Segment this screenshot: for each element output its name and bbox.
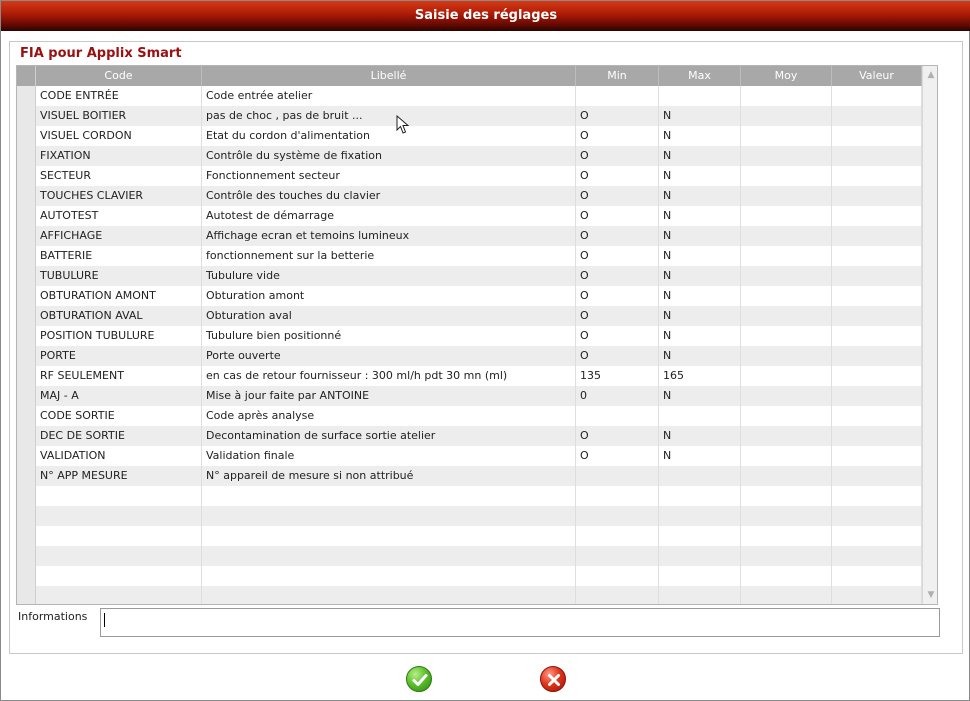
cell-max [659,566,741,586]
cell-valeur[interactable] [832,126,922,146]
cell-valeur[interactable] [832,386,922,406]
cell-libelle [202,546,576,566]
cell-moy[interactable] [741,86,832,106]
cell-moy[interactable] [741,366,832,386]
cell-min [576,86,659,106]
informations-field[interactable] [100,608,940,637]
informations-label: Informations [18,610,88,623]
cell-min: O [576,346,659,366]
cell-max [659,406,741,426]
cell-moy[interactable] [741,546,832,566]
cell-code: OBTURATION AVAL [36,306,202,326]
validate-button[interactable] [406,666,432,692]
row-selector[interactable] [17,446,36,466]
table-row[interactable] [17,486,922,506]
row-selector[interactable] [17,406,36,426]
cell-libelle: Decontamination de surface sortie atelier [202,426,576,446]
cell-libelle: Validation finale [202,446,576,466]
cell-moy[interactable] [741,506,832,526]
cell-code: VALIDATION [36,446,202,466]
cell-code: FIXATION [36,146,202,166]
cell-code: CODE SORTIE [36,406,202,426]
cell-min [576,506,659,526]
cell-max: N [659,446,741,466]
row-selector[interactable] [17,586,36,605]
cell-moy[interactable] [741,326,832,346]
table-row[interactable] [17,146,922,166]
cell-valeur[interactable] [832,86,922,106]
table-row[interactable] [17,166,922,186]
cell-valeur[interactable] [832,106,922,126]
cell-moy[interactable] [741,466,832,486]
cell-min [576,466,659,486]
cell-valeur[interactable] [832,426,922,446]
table-row[interactable] [17,126,922,146]
table-row[interactable] [17,226,922,246]
table-row[interactable] [17,366,922,386]
cell-libelle: Code entrée atelier [202,86,576,106]
cell-code: TOUCHES CLAVIER [36,186,202,206]
cell-min: O [576,166,659,186]
cell-max: N [659,246,741,266]
cell-valeur[interactable] [832,366,922,386]
table-row[interactable] [17,586,922,605]
cell-libelle: Obturation amont [202,286,576,306]
cell-min: 0 [576,386,659,406]
cell-code: TUBULURE [36,266,202,286]
cell-code [36,486,202,506]
cell-valeur[interactable] [832,146,922,166]
cell-libelle: fonctionnement sur la betterie [202,246,576,266]
cell-min: O [576,126,659,146]
cell-valeur[interactable] [832,306,922,326]
cell-code [36,586,202,605]
cell-moy[interactable] [741,426,832,446]
scroll-down-icon[interactable]: ▼ [927,590,935,600]
cell-libelle [202,566,576,586]
cell-code: VISUEL CORDON [36,126,202,146]
cell-moy[interactable] [741,246,832,266]
header-min[interactable]: Min [576,66,659,86]
cell-libelle: Tubulure vide [202,266,576,286]
cell-moy[interactable] [741,186,832,206]
cell-min [576,586,659,605]
settings-panel [9,41,963,654]
header-code[interactable]: Code [36,66,202,86]
cell-min: O [576,186,659,206]
cell-code: N° APP MESURE [36,466,202,486]
cell-code: AUTOTEST [36,206,202,226]
cell-max [659,86,741,106]
cell-moy[interactable] [741,226,832,246]
cell-max: N [659,166,741,186]
cell-code [36,546,202,566]
row-selector[interactable] [17,226,36,246]
cell-min: O [576,246,659,266]
row-selector[interactable] [17,566,36,586]
cell-valeur[interactable] [832,446,922,466]
cell-min: O [576,266,659,286]
cell-max: N [659,386,741,406]
cell-code: MAJ - A [36,386,202,406]
cell-code: BATTERIE [36,246,202,266]
cancel-button[interactable] [540,666,566,692]
row-selector[interactable] [17,106,36,126]
row-selector[interactable] [17,366,36,386]
panel-title: FIA pour Applix Smart [20,46,182,61]
cell-max [659,586,741,605]
cell-max: N [659,126,741,146]
cell-code: PORTE [36,346,202,366]
cell-valeur[interactable] [832,346,922,366]
cell-moy[interactable] [741,146,832,166]
cell-libelle: Porte ouverte [202,346,576,366]
text-caret [104,613,105,627]
row-selector[interactable] [17,146,36,166]
cell-min: O [576,146,659,166]
header-libelle[interactable]: Libellé [202,66,576,86]
cell-moy[interactable] [741,566,832,586]
table-row[interactable] [17,246,922,266]
row-selector[interactable] [17,206,36,226]
cell-min: O [576,106,659,126]
table-row[interactable] [17,286,922,306]
cell-moy[interactable] [741,446,832,466]
cell-moy[interactable] [741,206,832,226]
cell-min: O [576,446,659,466]
table-row[interactable] [17,86,922,106]
header-max[interactable]: Max [659,66,741,86]
cell-moy[interactable] [741,406,832,426]
row-selector[interactable] [17,426,36,446]
cell-min [576,526,659,546]
cell-libelle: Mise à jour faite par ANTOINE [202,386,576,406]
table-row[interactable] [17,326,922,346]
cell-libelle: en cas de retour fournisseur : 300 ml/h pdt 30 mn (ml) [202,366,576,386]
cell-min: O [576,206,659,226]
table-row[interactable] [17,386,922,406]
cell-min [576,546,659,566]
row-selector[interactable] [17,186,36,206]
table-row[interactable] [17,446,922,466]
cell-max [659,526,741,546]
table-row[interactable] [17,346,922,366]
table-row[interactable] [17,546,922,566]
row-selector[interactable] [17,506,36,526]
cell-max: N [659,206,741,226]
cell-valeur[interactable] [832,526,922,546]
cell-valeur[interactable] [832,186,922,206]
row-selector[interactable] [17,546,36,566]
cell-min [576,406,659,426]
cell-code: AFFICHAGE [36,226,202,246]
cell-min: O [576,286,659,306]
cell-code [36,526,202,546]
cell-valeur[interactable] [832,226,922,246]
cell-libelle: Contrôle du système de fixation [202,146,576,166]
cell-libelle: pas de choc , pas de bruit ... [202,106,576,126]
table-row[interactable] [17,206,922,226]
header-valeur[interactable]: Valeur [832,66,922,86]
cell-moy[interactable] [741,166,832,186]
cell-min [576,486,659,506]
row-selector[interactable] [17,386,36,406]
grid-scrollbar[interactable] [922,66,938,604]
cell-moy[interactable] [741,486,832,506]
cell-libelle: N° appareil de mesure si non attribué [202,466,576,486]
cell-moy[interactable] [741,306,832,326]
row-selector[interactable] [17,346,36,366]
row-selector[interactable] [17,246,36,266]
cell-valeur[interactable] [832,486,922,506]
cell-libelle: Fonctionnement secteur [202,166,576,186]
check-icon [407,667,433,693]
cell-moy[interactable] [741,126,832,146]
cell-libelle: Code après analyse [202,406,576,426]
cell-valeur[interactable] [832,206,922,226]
cell-max: N [659,266,741,286]
row-selector[interactable] [17,286,36,306]
cell-valeur[interactable] [832,286,922,306]
row-selector[interactable] [17,126,36,146]
cell-max: N [659,286,741,306]
mouse-pointer-icon [396,115,410,135]
cell-min: 135 [576,366,659,386]
row-selector[interactable] [17,326,36,346]
table-row[interactable] [17,406,922,426]
row-selector[interactable] [17,306,36,326]
cell-libelle: Tubulure bien positionné [202,326,576,346]
cell-libelle [202,526,576,546]
cell-max: N [659,346,741,366]
cell-moy[interactable] [741,346,832,366]
row-selector[interactable] [17,526,36,546]
header-selector [17,66,36,86]
cell-libelle: Obturation aval [202,306,576,326]
cell-min: O [576,306,659,326]
table-row[interactable] [17,266,922,286]
grid-header [17,66,922,86]
cell-max [659,506,741,526]
table-row[interactable] [17,106,922,126]
cell-code [36,566,202,586]
table-row[interactable] [17,186,922,206]
cell-valeur[interactable] [832,586,922,605]
cell-max [659,486,741,506]
table-row[interactable] [17,426,922,446]
cell-code: DEC DE SORTIE [36,426,202,446]
cell-max: N [659,226,741,246]
cell-moy[interactable] [741,106,832,126]
cell-valeur[interactable] [832,466,922,486]
cell-max: 165 [659,366,741,386]
cell-min [576,566,659,586]
cell-moy[interactable] [741,266,832,286]
cell-max [659,546,741,566]
cell-max: N [659,326,741,346]
cell-code: OBTURATION AMONT [36,286,202,306]
cell-moy[interactable] [741,526,832,546]
cell-code: RF SEULEMENT [36,366,202,386]
table-row[interactable] [17,466,922,486]
cell-max: N [659,426,741,446]
cell-max [659,466,741,486]
row-selector[interactable] [17,466,36,486]
cell-min: O [576,226,659,246]
row-selector[interactable] [17,266,36,286]
scroll-up-icon[interactable]: ▲ [927,70,935,80]
row-selector[interactable] [17,486,36,506]
cell-code: POSITION TUBULURE [36,326,202,346]
cell-max: N [659,146,741,166]
cell-max: N [659,306,741,326]
table-row[interactable] [17,526,922,546]
table-row[interactable] [17,306,922,326]
cell-valeur[interactable] [832,266,922,286]
cell-libelle [202,586,576,605]
cell-valeur[interactable] [832,326,922,346]
cell-libelle: Contrôle des touches du clavier [202,186,576,206]
row-selector[interactable] [17,166,36,186]
cell-valeur[interactable] [832,506,922,526]
cell-moy[interactable] [741,286,832,306]
cell-moy[interactable] [741,586,832,605]
header-moy[interactable]: Moy [741,66,832,86]
cell-libelle: Autotest de démarrage [202,206,576,226]
cell-code: SECTEUR [36,166,202,186]
cell-valeur[interactable] [832,546,922,566]
cell-moy[interactable] [741,386,832,406]
table-row[interactable] [17,566,922,586]
cell-libelle [202,486,576,506]
cell-valeur[interactable] [832,406,922,426]
table-row[interactable] [17,506,922,526]
cell-max: N [659,186,741,206]
cell-code: CODE ENTRÉE [36,86,202,106]
cell-valeur[interactable] [832,166,922,186]
cell-libelle [202,506,576,526]
cell-code [36,506,202,526]
window-title: Saisie des réglages [1,1,970,31]
cell-libelle: Affichage ecran et temoins lumineux [202,226,576,246]
cell-valeur[interactable] [832,246,922,266]
cell-min: O [576,326,659,346]
cell-valeur[interactable] [832,566,922,586]
cell-max: N [659,106,741,126]
cell-min: O [576,426,659,446]
cell-code: VISUEL BOITIER [36,106,202,126]
close-icon [541,667,567,693]
settings-grid[interactable] [16,65,938,605]
row-selector[interactable] [17,86,36,106]
cell-libelle: Etat du cordon d'alimentation [202,126,576,146]
